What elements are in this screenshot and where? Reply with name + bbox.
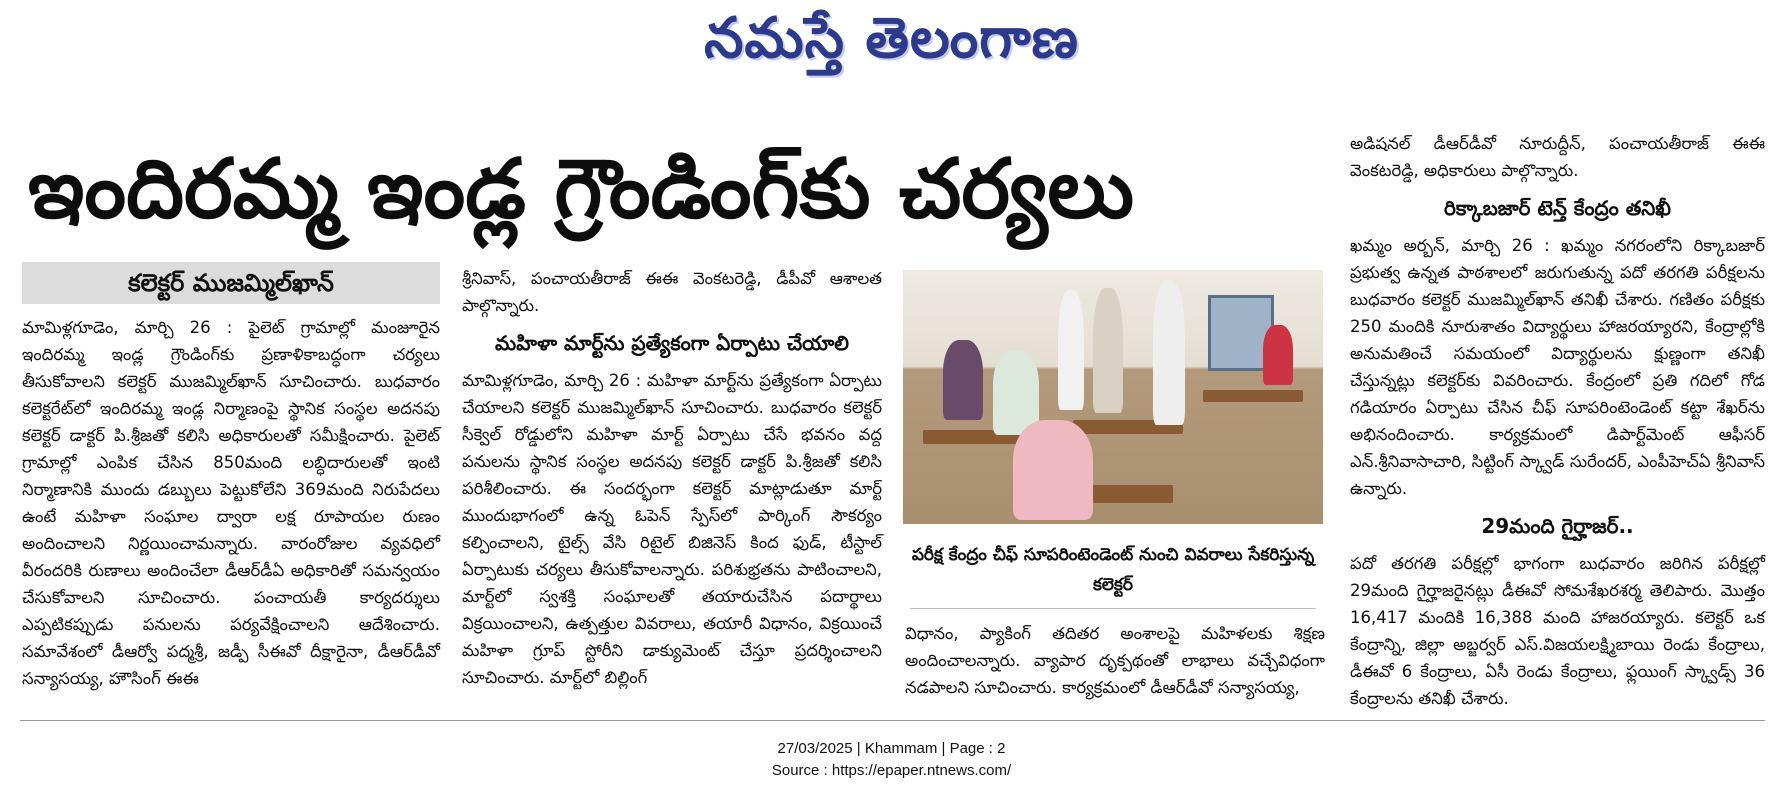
footer-date-edition: 27/03/2025 | Khammam | Page : 2 [777, 740, 1006, 757]
col1-subhead: కలెక్టర్ ముజమ్మిల్‌ఖాన్ [22, 262, 440, 304]
article-column-4 [1350, 130, 1765, 712]
col1-body: మామిళ్లగూడెం, మార్చి 26 : పైలెట్ గ్రామాల్లో మంజూరైన ఇందిరమ్మ ఇండ్ల గ్రౌండింగ్‌కు ప్రణాళికాబద్ధంగా చర్యలు తీసుకోవాలని కలెక్టర్ ముజమ్మిల్‌ఖాన్ సూచించారు. బుధవారం కలెక్టరేట్‌లో ఇందిరమ్మ ఇండ్ల నిర్మాణంపై స్థానిక సంస్థల అదనపు కలెక్టర్ డాక్టర్ పి.శ్రీజతో కలిసి అధికారులతో సమీక్షించారు. పైలెట్ గ్రామాల్లో ఎంపిక చేసిన 850మంది లబ్ధిదారులతో ఇంటి నిర్మాణానికి ముందు డబ్బులు పెట్టుకోలేని 369మంది నిరుపేదలు ఉంటే మహిళా సంఘాల ద్వారా లక్ష రూపాయల రుణం అందించాలని నిర్ణయించామన్నారు. వారంరోజుల వ్యవధిలో వీరందరికి రుణాలు అందించేలా డీఆర్‌డీఏ అధికారితో సమన్వయం చేసుకోవాలని సూచించారు. పంచాయతీ కార్యదర్శులు ఎప్పటికప్పుడు పనులను పర్యవేక్షించాలని ఆదేశించారు. సమావేశంలో డీఆర్వో పద్మశ్రీ, జడ్పీ సీఈవో దీక్షారైనా, డీఆర్‌డీవో సన్యాసయ్య, హౌసింగ్ ఈఈ [22, 318, 440, 688]
col2-lead: శ్రీనివాస్, పంచాయతీరాజ్ ఈఈ వెంకటరెడ్డి, డీపీవో ఆశాలత పాల్గొన్నారు. [462, 269, 882, 315]
photo-person [1263, 325, 1293, 385]
headline: ఇందిరమ్మ ఇండ్ల గ్రౌండింగ్‌కు చర్యలు [28, 142, 1135, 237]
col4-body-1: ఖమ్మం అర్బన్, మార్చి 26 : ఖమ్మం నగరంలోని రిక్కాబజార్ ప్రభుత్వ ఉన్నత పాఠశాలలో జరుగుతున్న పదో తరగతి పరీక్షలను బుధవారం కలెక్టర్ ముజమ్మిల్‌ఖాన్ తనిఖీ చేశారు. గణితం పరీక్షకు 250 మందికి నూరుశాతం విద్యార్థులు హాజరయ్యారని, కేంద్రాల్లోకి అనుమతించే సమయంలో విద్యార్థులను క్షుణ్ణంగా తనిఖీ చేస్తున్నట్లు కలెక్టర్‌కు వివరించారు. కేంద్రంలో ప్రతి గదిలో గోడ గడియారం ఏర్పాటు చేసిన చీఫ్ సూపరింటెండెంట్ కట్టా శేఖర్‌ను అభినందించారు. కార్యక్రమంలో డిపార్ట్‌మెంట్ ఆఫీసర్ ఎన్.శ్రీనివాసాచారి, సిట్టింగ్ స్క్వాడ్ సురేందర్, ఎంపీహెచ్ఏ శ్రీనివాస్ ఉన్నారు. [1350, 236, 1765, 498]
col4-subhead-2: 29మంది గైర్హాజర్.. [1481, 514, 1634, 538]
exam-hall-photo [903, 270, 1323, 524]
article-column-1 [22, 314, 440, 692]
col4-subhead-1: రిక్కాబజార్ టెన్త్ కేంద్రం తనిఖీ [1444, 196, 1671, 220]
col2-subhead: మహిళా మార్ట్‌ను ప్రత్యేకంగా ఏర్పాటు చేయాలి [495, 331, 849, 355]
col2-body: మామిళ్లగూడెం, మార్చి 26 : మహిళా మార్ట్‌ను ప్రత్యేకంగా ఏర్పాటు చేయాలని కలెక్టర్ ముజమ్మిల్‌ఖాన్ సూచించారు. బుధవారం కలెక్టర్ సీక్వెల్ రోడ్డులోని మహిళా మార్ట్ ఏర్పాటు చేసే భవనం వద్ద పనులను స్థానిక సంస్థల అదనపు కలెక్టర్ డాక్టర్ పి.శ్రీజతో కలిసి పరిశీలించారు. ఈ సందర్భంగా కలెక్టర్ మాట్లాడుతూ మార్ట్ ముందుభాగంలో ఉన్న ఓపెన్ స్పేస్‌లో పార్కింగ్ సౌకర్యం కల్పించాలని, టైల్స్ వేసి రిటైల్ బిజినెస్ కింద ఫుడ్, టీస్టాల్ ఏర్పాటుకు చర్యలు తీసుకోవాలన్నారు. పరిశుభ్రతను పాటించాలని, మార్ట్‌లో స్వశక్తి సంఘాలతో తయారుచేసిన పదార్థాలు విక్రయించాలని, ఉత్పత్తుల వివరాలు, తయారీ విధానం, విక్రయించే మహిళా గ్రూప్ స్టోరీని డాక్యుమెంట్ చేస్తూ ప్రదర్శించాలని సూచించారు. మార్ట్‌లో బిల్లింగ్ [462, 371, 882, 687]
article-column-3 [905, 620, 1325, 701]
photo-person [1093, 288, 1123, 413]
col4-body-2: పదో తరగతి పరీక్షల్లో భాగంగా బుధవారం జరిగిన పరీక్షల్లో 29మంది గైర్హాజరైనట్లు డీఈవో సోమశేఖరశర్మ తెలిపారు. మొత్తం 16,417 మందికి 16,388 మంది హాజరయ్యారు. కలెక్టర్ ఒక కేంద్రాన్ని, జిల్లా అబ్జర్వర్ ఎస్.విజయలక్ష్మిబాయి రెండు కేంద్రాలు, డీఈవో 6 కేంద్రాలు, ఏసీ రెండు కేంద్రాలు, ఫ్లయింగ్ స్క్వాడ్స్ 36 కేంద్రాలను తనిఖీ చేశారు. [1350, 554, 1765, 708]
article-column-2 [462, 265, 882, 691]
col4-lead: అడిషనల్ డీఆర్‌డీవో నూరుద్దీన్, పంచాయతీరాజ్ ఈఈ వెంకటరెడ్డి, అధికారులు పాల్గొన్నారు. [1350, 134, 1765, 180]
photo-person [1153, 280, 1185, 425]
photo-caption: పరీక్ష కేంద్రం చీఫ్ సూపరింటెండెంట్ నుంచి వివరాలు సేకరిస్తున్న కలెక్టర్ [911, 545, 1315, 595]
footer-divider [20, 720, 1765, 721]
footer [0, 738, 1783, 782]
col3-body: విధానం, ప్యాకింగ్ తదితర అంశాలపై మహిళలకు శిక్షణ అందించాలన్నారు. వ్యాపార దృక్పథంతో లాభాలు వచ్చేవిధంగా నడపాలని సూచించారు. కార్యక్రమంలో డీఆర్‌డీవో సన్యాసయ్య, [905, 624, 1325, 697]
newspaper-logo: నమస్తే తెలంగాణ [704, 6, 1079, 71]
photo-person [943, 340, 983, 420]
photo-desk [1203, 390, 1303, 402]
photo-person [1013, 420, 1093, 520]
masthead [0, 0, 1783, 80]
caption-divider [910, 608, 1316, 609]
footer-source: Source : https://epaper.ntnews.com/ [771, 762, 1012, 779]
photo-person [1058, 290, 1084, 410]
